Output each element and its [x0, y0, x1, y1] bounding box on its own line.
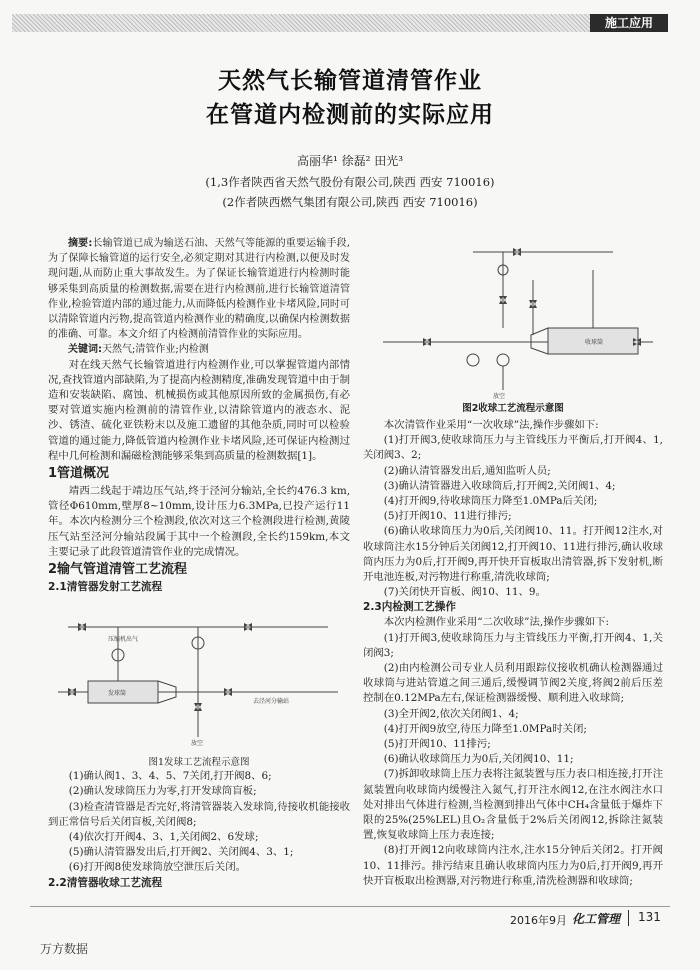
launch-steps	[48, 769, 350, 875]
launch-step: (2)确认发球筒压力为零,打开发球筒盲板;	[68, 785, 257, 798]
inspect-step: (2)由内检测公司专业人员利用跟踪仪接收机确认检测器通过收球筒与进站管道之间三通后,缓慢调节阀2关度,将阀2前后压差控制在0.12MPa左右,保证检测器缓慢、顺利进入收球筒;	[363, 662, 663, 705]
intro-paragraph: 对在线天然气长输管道进行内检测作业,可以掌握管道内部情况,查找管道内部缺陷,为了提高内检测精度,准确发现管道中由于制造和安装缺陷、腐蚀、机械损伤或其他原因所致的金属损伤,有必要对管道实施内检测前的清管作业,以清除管道内的液态水、泥沙、锈渣、硫化亚铁粉末以及施工遗留的其他杂质,同时可以检验管道的通过能力,降低管道内检测作业卡堵风险,还可保证内检测过程中几何检测和漏磁检测能够采集到高质量的检测数据[1]。	[48, 358, 350, 462]
receive-step: (3)确认清管器进入收球筒后,打开阀2,关闭阀1、4;	[383, 479, 616, 492]
launch-process-diagram	[48, 597, 350, 749]
receive-step: (4)打开阀9,待收球筒压力降至1.0MPa后关闭;	[383, 495, 598, 508]
launch-step: (6)打开阀8使发球筒放空泄压后关闭。	[68, 861, 246, 874]
article-title-line1: 天然气长输管道清管作业	[218, 68, 482, 94]
inspect-intro: 本次内检测作业采用“二次收球”法,操作步骤如下:	[383, 616, 610, 629]
inspect-step: (6)确认收球筒压力为0后,关闭阀10、11;	[383, 753, 574, 766]
authors: 高丽华¹ 徐磊² 田光³	[296, 154, 404, 168]
fig1-vent-label: 放空	[191, 740, 204, 748]
footer-separator	[628, 910, 629, 926]
keywords-label: 关键词:	[68, 344, 102, 356]
receive-process-diagram	[363, 240, 663, 402]
receive-intro: 本次清管作业采用“一次收球”法,操作步骤如下:	[383, 419, 599, 431]
affiliation-2: (2作者陕西燃气集团有限公司,陕西 西安 710016)	[222, 195, 478, 209]
inspect-step: (5)打开阀10、11排污;	[383, 738, 491, 751]
receive-step: (6)确认收球筒压力为0后,关闭阀10、11。打开阀12注水,对收球筒注水15分钟后关闭阀12,打开阀10、11进行排污,确认收球筒内压力为0后,打开阀9,再开快开盲板取出清管器,拆下发射机,断开电池连板,对污物进行称重,清洗收球筒;	[363, 525, 663, 584]
abstract-text: 长输管道已成为输送石油、天然气等能源的重要运输手段,为了保障长输管道的运行安全,必须定期对其进行内检测,以便及时发现问题,从而防止重大事故发生。为了保证长输管道进行内检测时能够采集到高质量的检测数据,需要在进行内检测前,进行长输管道清管作业,检验管道内部的通过能力,从而降低内检测作业卡堵风险,同时可以清除管道内污物,提高管道内检测作业的精确度,以确保内检测数据的准确、可靠。本文介绍了内检测前清管作业的实际应用。	[48, 238, 350, 341]
watermark: 万方数据	[40, 942, 89, 956]
receive-step: (5)打开阀10、11进行排污;	[383, 510, 512, 523]
left-column	[48, 236, 350, 891]
inspect-step: (1)打开阀3,使收球筒压力与主管线压力平衡,打开阀4、1,关闭阀3;	[363, 631, 663, 659]
fig2-vent-label: 放空	[493, 393, 506, 400]
section-2-2-heading: 2.2清管器收球工艺流程	[48, 876, 163, 889]
launch-step: (5)确认清管器发出后,打开阀2、关闭阀4、3、1;	[68, 846, 294, 859]
fig2-receiver-label: 收球筒	[585, 339, 604, 346]
footer-rule	[30, 906, 670, 907]
launch-step: (3)检查清管器是否完好,将清管器装入发球筒,待接收机能接收到正常信号后关闭盲板,关闭阀8;	[48, 800, 350, 828]
receive-step: (1)打开阀3,使收球筒压力与主管线压力平衡后,打开阀4、1,关闭阀3、2;	[363, 434, 663, 462]
section-2-1-heading: 2.1清管器发射工艺流程	[48, 581, 163, 594]
right-column	[363, 418, 663, 889]
inspect-steps	[363, 631, 663, 889]
section-2-heading: 2输气管道清管工艺流程	[48, 562, 188, 578]
footer-journal-name: 化工管理	[572, 912, 621, 926]
fig1-compressor-label: 压缩机出气	[108, 636, 139, 644]
section-1-heading: 1管道概况	[48, 466, 110, 482]
affiliation-1: (1,3作者陕西省天然气股份有限公司,陕西 西安 710016)	[205, 175, 495, 189]
inspect-step: (4)打开阀9放空,待压力降至1.0MPa时关闭;	[383, 722, 587, 735]
inspect-step: (3)全开阀2,依次关闭阀1、4;	[383, 707, 519, 720]
fig1-launcher-label: 发球筒	[108, 690, 127, 698]
figure-2-caption: 图2收球工艺流程示意图	[462, 403, 564, 414]
abstract	[48, 236, 350, 342]
page-number: 131	[638, 910, 661, 924]
launch-step: (4)依次打开阀4、3、1,关闭阀2、6发球;	[68, 831, 259, 844]
fig1-downstream-label: 去泾河分输站	[253, 698, 290, 706]
receive-step: (2)确认清管器发出后,通知监听人员;	[383, 464, 551, 477]
keywords-text: 天然气;清管作业;内检测	[102, 344, 209, 356]
section-tag: 施工应用	[590, 14, 668, 32]
article-title-line2: 在管道内检测前的实际应用	[206, 102, 494, 128]
abstract-label: 摘要:	[68, 238, 93, 249]
receive-steps	[363, 433, 663, 600]
launch-step: (1)确认阀1、3、4、5、7关闭,打开阀8、6;	[68, 770, 272, 783]
section-1-text: 靖西二线起于靖边压气站,终于泾河分输站,全长约476.3 km,管径Φ610mm,壁厚8~10mm,设计压力6.3MPa,已投产运行11年。本次内检测分三个检测段,依次对这三个检测段进行检测,黄陵压气站至泾河分输站段属于其中一个检测段,全长约159km,本文主要记录了此段管道清管作业的完成情况。	[48, 485, 350, 558]
footer-date: 2016年9月	[510, 914, 567, 927]
header-hatch-band	[12, 14, 667, 32]
receive-step: (7)关闭快开盲板、阀10、11、9。	[383, 586, 546, 599]
keywords	[48, 342, 350, 357]
section-2-3-heading: 2.3内检测工艺操作	[363, 601, 456, 614]
inspect-step: (8)打开阀12向收球筒内注水,注水15分钟后关闭2。打开阀10、11排污。排污结束且确认收球筒内压力为0后,打开阀9,再开快开盲板取出检测器,对污物进行称重,清洗检测器和收球筒;	[363, 844, 663, 887]
inspect-step: (7)拆卸收球筒上压力表将注氮装置与压力表口相连接,打开注氮装置向收球筒内缓慢注入氮气,打开注水阀12,在注水阀注水口处对排出气体进行检测,当检测到排出气体中CH₄含量低于爆炸下限的25%(25%LEL)且O₂含量低于2%后关闭阀12,拆除注氮装置,恢复收球筒上压力表连接;	[363, 768, 663, 842]
figure-1-caption: 图1发球工艺流程示意图	[148, 757, 250, 769]
